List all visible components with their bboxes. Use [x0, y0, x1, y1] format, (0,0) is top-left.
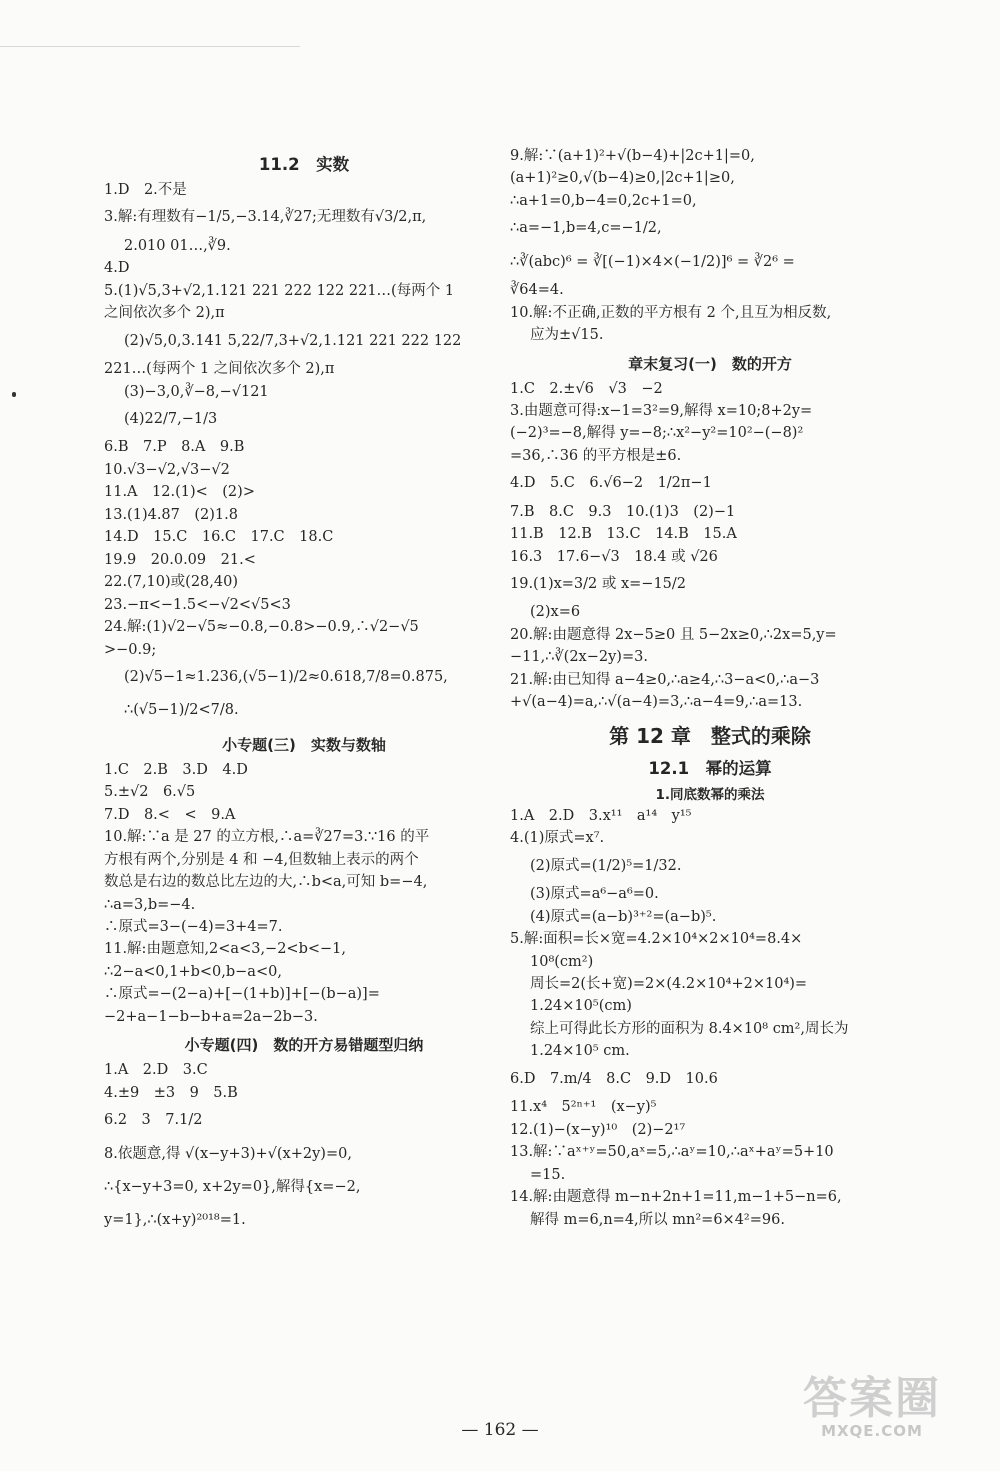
- answer-line: (3)原式=a⁶−a⁶=0.: [530, 886, 659, 903]
- answer-line: 1.D 2.不是: [104, 182, 187, 198]
- answer-line: 综上可得此长方形的面积为 8.4×10⁸ cm²,周长为: [530, 1020, 849, 1037]
- answer-line: 7.D 8.< < 9.A: [104, 806, 236, 823]
- answer-line: 周长=2(长+宽)=2×(4.2×10⁴+2×10⁴)=: [530, 975, 808, 992]
- answer-line: 6.2 3 7.1/2: [104, 1112, 203, 1129]
- answer-line: 4.±9 ±3 9 5.B: [104, 1084, 238, 1101]
- answer-line: (−2)³=−8,解得 y=−8;∴x²−y²=10²−(−8)²: [510, 425, 804, 442]
- answer-line: 24.解:(1)√2−√5≈−0.8,−0.8>−0.9,∴√2−√5: [104, 619, 419, 636]
- answer-line: 10⁸(cm²): [530, 953, 594, 970]
- answer-line: (4)原式=(a−b)³⁺²=(a−b)⁵.: [530, 908, 717, 925]
- answer-line: ∴原式=3−(−4)=3+4=7.: [104, 918, 283, 935]
- chapter-title: 第 12 章 整式的乘除: [609, 723, 811, 748]
- answer-line: 1.A 2.D 3.C: [104, 1062, 208, 1079]
- answer-line: 5.±√2 6.√5: [104, 784, 196, 801]
- page-number: — 162 —: [461, 1420, 539, 1440]
- answer-line: 12.(1)−(x−y)¹⁰ (2)−2¹⁷: [510, 1121, 686, 1138]
- answer-line: 10.√3−√2,√3−√2: [104, 461, 230, 478]
- answer-line: 方根有两个,分别是 4 和 −4,但数轴上表示的两个: [104, 851, 419, 868]
- answer-line: 14.解:由题意得 m−n+2n+1=11,m−1+5−n=6,: [510, 1189, 842, 1206]
- scan-speck: [12, 392, 16, 397]
- answer-line: ∴a=3,b=−4.: [104, 896, 196, 913]
- answer-line: 之间依次多个 2),π: [104, 305, 225, 322]
- section-title-chapter-review: 章末复习(一) 数的开方: [628, 354, 792, 373]
- right-column: [510, 145, 910, 1231]
- answer-line: 10.解:∵a 是 27 的立方根,∴a=∛27=3.∵16 的平: [104, 829, 430, 846]
- subsection-title: 1.同底数幂的乘法: [655, 786, 765, 803]
- answer-line: 11.A 12.(1)< (2)>: [104, 484, 255, 501]
- answer-line: 数总是右边的数总比左边的大,∴b<a,可知 b=−4,: [104, 874, 428, 891]
- section-title-topic-4: 小专题(四) 数的开方易错题型归纳: [184, 1036, 424, 1055]
- answer-line: 3.由题意可得:x−1=3²=9,解得 x=10;8+2y=: [510, 402, 813, 419]
- answer-line: −11,∴∛(2x−2y)=3.: [510, 649, 648, 666]
- answer-line: 20.解:由题意得 2x−5≥0 且 5−2x≥0,∴2x=5,y=: [510, 626, 837, 643]
- answer-line: =15.: [530, 1166, 566, 1183]
- answer-line: (2)原式=(1/2)⁵=1/32.: [530, 857, 682, 874]
- answer-line: 22.(7,10)或(28,40): [104, 574, 238, 591]
- answer-line: 4.(1)原式=x⁷.: [510, 830, 605, 847]
- answer-line: 4.D: [104, 260, 130, 277]
- section-title-12-1: 12.1 幂的运算: [648, 758, 772, 778]
- answer-line: 7.B 8.C 9.3 10.(1)3 (2)−1: [510, 503, 736, 520]
- answer-line: 16.3 17.6−√3 18.4 或 √26: [510, 548, 718, 565]
- answer-line: 6.D 7.m/4 8.C 9.D 10.6: [510, 1070, 718, 1087]
- answer-line: 应为±√15.: [530, 327, 604, 344]
- answer-line: −2+a−1−b−b+a=2a−2b−3.: [104, 1008, 318, 1025]
- left-column: [104, 145, 504, 1238]
- answer-line: 11.x⁴ 5²ⁿ⁺¹ (x−y)⁵: [510, 1099, 657, 1116]
- answer-line: 11.解:由题意知,2<a<3,−2<b<−1,: [104, 941, 346, 958]
- answer-line: 1.C 2.B 3.D 4.D: [104, 761, 248, 778]
- answer-line: 1.C 2.±√6 √3 −2: [510, 380, 663, 397]
- answer-line: 3.解:有理数有−1/5,−3.14,∛27;无理数有√3/2,π,: [104, 209, 427, 226]
- answer-line: 解得 m=6,n=4,所以 mn²=6×4²=96.: [530, 1211, 785, 1228]
- answer-line: 9.解:∵(a+1)²+√(b−4)+|2c+1|=0,: [510, 148, 755, 164]
- answer-line: 6.B 7.P 8.A 9.B: [104, 439, 245, 456]
- answer-line: 19.(1)x=3/2 或 x=−15/2: [510, 576, 687, 593]
- answer-line: (3)−3,0,∛−8,−√121: [124, 383, 269, 400]
- answer-line: 1.24×10⁵ cm.: [530, 1043, 630, 1060]
- answer-line: 13.解:∵aˣ⁺ʸ=50,aˣ=5,∴aʸ=10,∴aˣ+aʸ=5+10: [510, 1144, 834, 1161]
- answer-line: ∴a+1=0,b−4=0,2c+1=0,: [510, 192, 697, 209]
- answer-line: 8.依题意,得 √(x−y+3)+√(x+2y)=0,: [104, 1145, 352, 1162]
- answer-line: 1.24×10⁵(cm): [530, 998, 632, 1015]
- answer-line: 21.解:由已知得 a−4≥0,∴a≥4,∴3−a<0,∴a−3: [510, 671, 820, 688]
- watermark-logo-text: 答案圈: [803, 1373, 941, 1424]
- answer-line: +√(a−4)=a,∴√(a−4)=3,∴a−4=9,∴a=13.: [510, 694, 803, 711]
- answer-line: 10.解:不正确,正数的平方根有 2 个,且互为相反数,: [510, 304, 832, 321]
- answer-line: 14.D 15.C 16.C 17.C 18.C: [104, 529, 334, 546]
- answer-line: ∴{x−y+3=0, x+2y=0},解得{x=−2, y=1},∴(x+y)²⁰¹⁸=1.: [104, 1178, 366, 1229]
- answer-line: ∴原式=−(2−a)+[−(1+b)]+[−(b−a)]=: [104, 986, 380, 1003]
- answer-line: (2)x=6: [530, 604, 581, 621]
- answer-line: (2)√5−1≈1.236,(√5−1)/2≈0.618,7/8=0.875,: [124, 669, 448, 685]
- watermark-logo: [772, 1373, 972, 1451]
- answer-line: 1.A 2.D 3.x¹¹ a¹⁴ y¹⁵: [510, 807, 692, 824]
- answer-line: (4)22/7,−1/3: [124, 410, 218, 427]
- answer-line: ∴a=−1,b=4,c=−1/2,: [510, 220, 662, 237]
- answer-line: (2)√5,0,3.141 5,22/7,3+√2,1.121 221 222 122: [124, 332, 462, 349]
- answer-line: 19.9 20.0.09 21.<: [104, 551, 256, 568]
- answer-line: 5.解:面积=长×宽=4.2×10⁴×2×10⁴=8.4×: [510, 931, 803, 948]
- section-title-11-2: 11.2 实数: [258, 155, 350, 174]
- section-title-topic-3: 小专题(三) 实数与数轴: [222, 735, 386, 754]
- answer-line: 2.010 01…,∛9.: [124, 237, 231, 254]
- answer-line: ∴2−a<0,1+b<0,b−a<0,: [104, 963, 282, 980]
- answer-line: 4.D 5.C 6.√6−2 1/2π−1: [510, 475, 712, 492]
- answer-line: >−0.9;: [104, 641, 157, 658]
- answer-line: 5.(1)√5,3+√2,1.121 221 222 122 221…(每两个 1: [104, 282, 455, 299]
- answer-line: 13.(1)4.87 (2)1.8: [104, 506, 238, 523]
- answer-line: ∛64=4.: [510, 282, 564, 299]
- answer-line: ∴(√5−1)/2<7/8.: [124, 702, 239, 719]
- answer-line: (a+1)²≥0,√(b−4)≥0,|2c+1|≥0,: [510, 170, 735, 187]
- watermark-url: MXQE.COM: [821, 1422, 923, 1440]
- answer-line: ∴∛(abc)⁶ = ∛[(−1)×4×(−1/2)]⁶ = ∛2⁶ =: [510, 253, 795, 270]
- answer-line: 11.B 12.B 13.C 14.B 15.A: [510, 526, 737, 543]
- answer-line: 221…(每两个 1 之间依次多个 2),π: [104, 361, 335, 378]
- answer-line: 23.−π<−1.5<−√2<√5<3: [104, 596, 291, 613]
- answer-line: =36,∴36 的平方根是±6.: [510, 447, 682, 464]
- top-rule: [0, 46, 300, 47]
